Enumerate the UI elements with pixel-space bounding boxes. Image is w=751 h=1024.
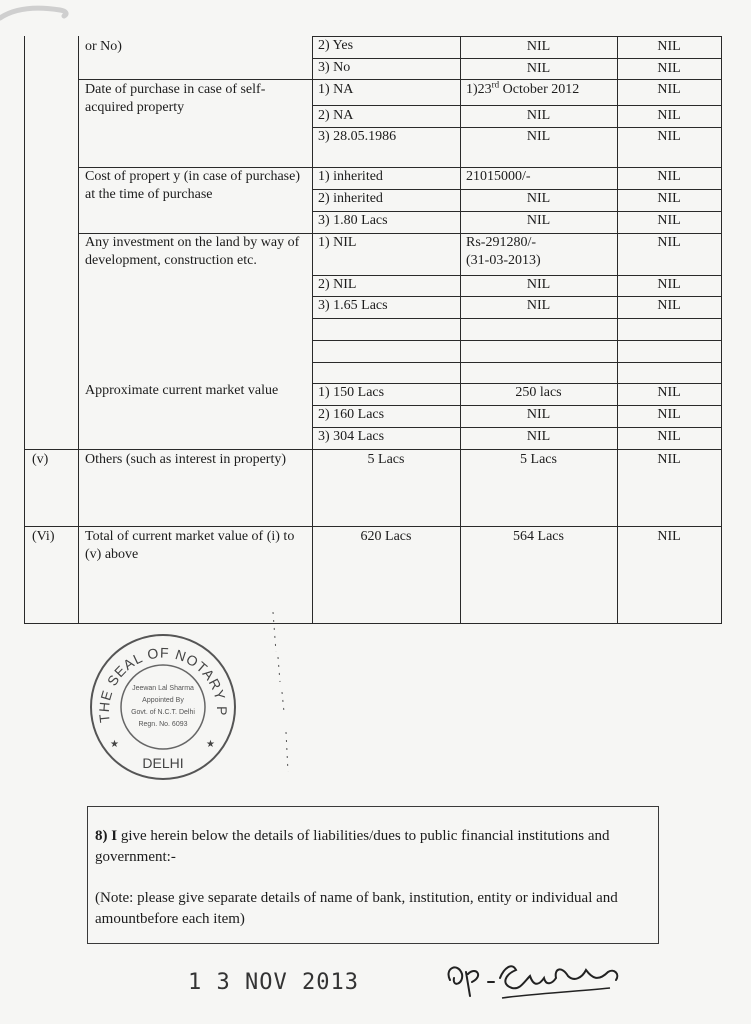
cell: 2) 160 Lacs (318, 407, 385, 422)
cell: NIL (526, 191, 551, 206)
seal-line: Jeewan Lal Sharma (132, 685, 194, 692)
seal-ring-text: THE SEAL OF NOTARY P (95, 644, 231, 724)
seal-city: DELHI (142, 755, 184, 771)
cell: Rs-291280/- (466, 235, 536, 250)
cell: 2) NA (318, 108, 354, 123)
cell: NIL (657, 235, 681, 250)
cell: NIL (526, 213, 551, 228)
cell: NIL (526, 277, 551, 292)
cell: 2) inherited (318, 191, 383, 206)
cell: NIL (657, 213, 681, 228)
row-label: or No) (85, 39, 122, 54)
cell: NIL (657, 82, 681, 97)
cell: NIL (526, 407, 551, 422)
cell: NIL (657, 169, 681, 184)
cell: NIL (657, 108, 681, 123)
row-label: Cost of propert y (in case of purchase) at the time of purchase (85, 169, 300, 202)
cell: 1) NA (318, 82, 354, 97)
cell: 564 Lacs (513, 529, 564, 544)
row-label: Total of current market value of (i) to (v) above (85, 529, 295, 562)
cell: 21015000/- (466, 169, 531, 184)
row-label: Approximate current market value (85, 383, 279, 398)
assets-table (24, 36, 722, 624)
svg-text:★: ★ (110, 739, 119, 750)
cell: NIL (657, 407, 681, 422)
cell: NIL (657, 529, 681, 544)
purchase-date-cell: 1)23rd October 2012 (466, 79, 580, 97)
cell: NIL (657, 191, 681, 206)
row-label: Others (such as interest in property) (85, 452, 286, 467)
cell: 620 Lacs (360, 529, 412, 544)
row-label: Any investment on the land by way of development, construction etc. (85, 235, 300, 268)
svg-text:★: ★ (206, 739, 215, 750)
liabilities-box (87, 806, 659, 944)
seal-line: Appointed By (142, 697, 184, 704)
cell: NIL (657, 385, 681, 400)
binding-string (0, 0, 80, 30)
cell: NIL (526, 298, 551, 313)
cell: NIL (526, 61, 551, 76)
cell: 5 Lacs (520, 452, 557, 467)
cell: NIL (657, 61, 681, 76)
cell: 3) 1.65 Lacs (318, 298, 388, 313)
cell: 3) 28.05.1986 (318, 129, 397, 144)
cell: (31-03-2013) (466, 253, 541, 268)
cell: 3) 1.80 Lacs (318, 213, 388, 228)
cell: 1) inherited (318, 169, 383, 184)
cell: 3) No (318, 60, 351, 75)
cell: 1) 150 Lacs (318, 385, 385, 400)
cell: NIL (526, 39, 551, 54)
cell: NIL (657, 452, 681, 467)
cell: 250 lacs (515, 385, 562, 400)
cell: NIL (526, 129, 551, 144)
cell: 5 Lacs (367, 452, 405, 467)
stray-marks (268, 612, 298, 782)
cell: NIL (657, 39, 681, 54)
liabilities-note: (Note: please give separate details of name of bank, institution, entity or individual and amountbefore each item) (95, 890, 618, 927)
cell: NIL (657, 429, 681, 444)
date-stamp: 1 3 NOV 2013 (188, 970, 359, 995)
cell: 1) NIL (318, 235, 357, 250)
signature (440, 948, 640, 1008)
seal-line: Govt. of N.C.T. Delhi (131, 709, 195, 716)
cell: NIL (526, 108, 551, 123)
cell: NIL (657, 129, 681, 144)
cell: 3) 304 Lacs (318, 429, 385, 444)
cell: NIL (526, 429, 551, 444)
row-number: (Vi) (32, 529, 55, 544)
cell: 2) NIL (318, 277, 357, 292)
seal-line: Regn. No. 6093 (138, 721, 188, 728)
cell: NIL (657, 277, 681, 292)
notary-seal (88, 632, 238, 782)
row-number: (v) (32, 452, 49, 467)
cell: 2) Yes (318, 38, 354, 53)
liabilities-heading: 8) I give herein below the details of liabilities/dues to public financial institutions and government:- (95, 828, 610, 865)
row-label: Date of purchase in case of self-acquired property (85, 82, 266, 115)
cell: NIL (657, 298, 681, 313)
